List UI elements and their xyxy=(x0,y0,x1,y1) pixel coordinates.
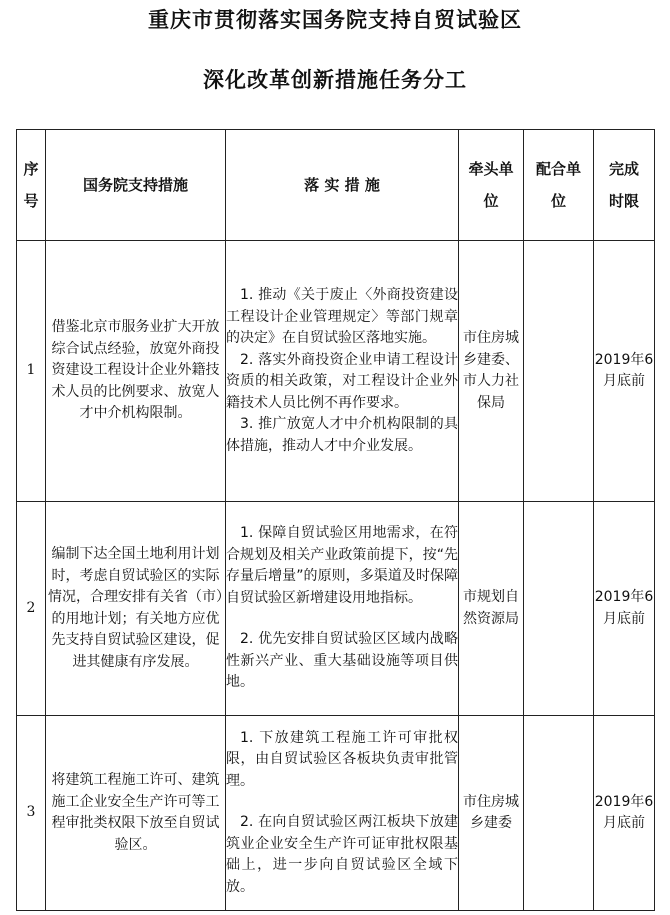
row-seq: 2 xyxy=(17,502,46,716)
row-measure: 将建筑工程施工许可、建筑施工企业安全生产许可等工程审批类权限下放至自贸试验区。 xyxy=(46,716,226,911)
row-seq: 1 xyxy=(17,241,46,502)
table-row xyxy=(17,241,655,502)
row-measure: 编制下达全国土地利用计划时，考虑自贸试验区的实际情况，合理安排有关省（市）的用地计划；有关地方应优先支持自贸试验区建设，促进其健康有序发展。 xyxy=(46,502,226,716)
row-cooperating-unit xyxy=(524,502,594,716)
implementation-item: 2. 在向自贸试验区两江板块下放建筑业企业安全生产许可证审批权限基础上，进一步向自贸试验区全域下放。 xyxy=(226,814,458,895)
implementation-item: 1. 推动《关于废止〈外商投资建设工程设计企业管理规定〉等部门规章的决定》在自贸试验区落地实施。 xyxy=(226,287,458,346)
table-row xyxy=(17,716,655,911)
header-seq: 序号 xyxy=(17,130,46,241)
table-row xyxy=(17,502,655,716)
row-cooperating-unit xyxy=(524,716,594,911)
implementation-item: 2. 落实外商投资企业申请工程设计资质的相关政策，对工程设计企业外籍技术人员比例不再作要求。 xyxy=(226,351,458,411)
row-implementation xyxy=(226,502,459,716)
header-row xyxy=(17,130,655,241)
header-deadline: 完成时限 xyxy=(594,130,655,241)
implementation-item: 1. 保障自贸试验区用地需求，在符合规划及相关产业政策前提下，按“先存量后增量”的原则，多渠道及时保障自贸试验区新增建设用地指标。 xyxy=(226,525,458,606)
row-deadline: 2019年6月底前 xyxy=(594,241,655,502)
row-lead-unit: 市规划自然资源局 xyxy=(459,502,524,716)
document-title-line1: 重庆市贯彻落实国务院支持自贸试验区 xyxy=(148,7,522,32)
document-title-line2: 深化改革创新措施任务分工 xyxy=(203,67,467,92)
row-cooperating-unit xyxy=(524,241,594,502)
row-lead-unit: 市住房城乡建委、市人力社保局 xyxy=(459,241,524,502)
row-lead-unit: 市住房城乡建委 xyxy=(459,716,524,911)
header-implementation: 落 实 措 施 xyxy=(226,130,459,241)
implementation-item: 3. 推广放宽人才中介机构限制的具体措施，推动人才中介业发展。 xyxy=(226,416,458,454)
row-implementation xyxy=(226,716,459,911)
row-deadline: 2019年6月底前 xyxy=(594,716,655,911)
row-deadline: 2019年6月底前 xyxy=(594,502,655,716)
row-measure: 借鉴北京市服务业扩大开放综合试点经验，放宽外商投资建设工程设计企业外籍技术人员的比例要求、放宽人才中介机构限制。 xyxy=(46,241,226,502)
row-implementation xyxy=(226,241,459,502)
header-lead-unit: 牵头单位 xyxy=(459,130,524,241)
implementation-item: 2. 优先安排自贸试验区区域内战略性新兴产业、重大基础设施等项目供地。 xyxy=(226,631,458,691)
implementation-item: 1. 下放建筑工程施工许可审批权限，由自贸试验区各板块负责审批管理。 xyxy=(226,729,458,789)
task-table xyxy=(16,129,655,911)
header-cooperating-unit: 配合单位 xyxy=(524,130,594,241)
header-measure: 国务院支持措施 xyxy=(46,130,226,241)
row-seq: 3 xyxy=(17,716,46,911)
